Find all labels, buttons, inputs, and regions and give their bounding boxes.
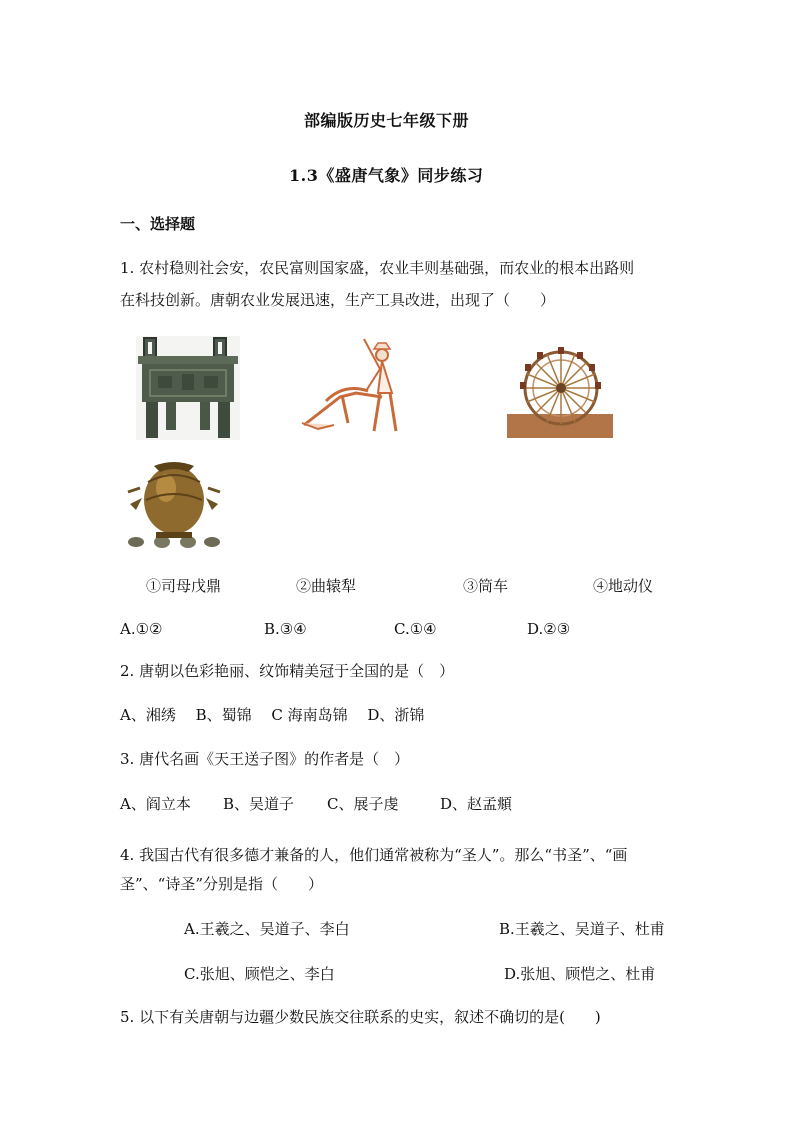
page-title: 部编版历史七年级下册: [304, 111, 470, 130]
ding-cauldron-image: [136, 336, 240, 440]
q4-option-a: A.王羲之、吴道子、李白: [184, 920, 350, 938]
q1-line1: 1. 农村稳则社会安，农民富则国家盛，农业丰则基础强，而农业的根本出路则: [120, 259, 635, 277]
q1-option-d: D.②③: [527, 620, 571, 638]
seismoscope-image: [122, 458, 226, 550]
q5-stem: 5. 以下有关唐朝与边疆少数民族交往联系的史实，叙述不确切的是( ): [120, 1008, 601, 1026]
q4-option-d: D.张旭、顾恺之、杜甫: [504, 965, 656, 983]
section-heading: 一、选择题: [120, 215, 196, 233]
q4-option-c: C.张旭、顾恺之、李白: [184, 965, 335, 983]
q1-option-b: B.③④: [264, 620, 307, 638]
water-wheel-image: [507, 344, 613, 438]
q1-option-a: A.①②: [120, 620, 163, 638]
q1-option-c: C.①④: [394, 620, 437, 638]
q3-option-b: B、吴道子: [223, 795, 295, 813]
q1-line2: 在科技创新。唐朝农业发展迅速，生产工具改进，出现了（ ）: [120, 291, 556, 309]
curved-plough-image: [296, 333, 408, 437]
q3-option-c: C、展子虔: [327, 795, 399, 813]
q1-caption-1: ①司母戊鼎: [146, 577, 222, 595]
page-subtitle: 1.3《盛唐气象》同步练习: [289, 166, 484, 185]
q1-caption-3: ③筒车: [463, 577, 509, 595]
q2-stem: 2. 唐朝以色彩艳丽、纹饰精美冠于全国的是（ ）: [120, 662, 455, 680]
q1-caption-4: ④地动仪: [593, 577, 654, 595]
q4-line1: 4. 我国古代有很多德才兼备的人，他们通常被称为“圣人”。那么“书圣”、“画: [120, 846, 628, 864]
q1-caption-2: ②曲辕犁: [296, 577, 357, 595]
q3-option-a: A、阎立本: [120, 795, 191, 813]
q3-stem: 3. 唐代名画《天王送子图》的作者是（ ）: [120, 750, 410, 768]
q4-option-b: B.王羲之、吴道子、杜甫: [499, 920, 665, 938]
q2-options: A、湘绣 B、蜀锦 C 海南岛锦 D、浙锦: [120, 706, 425, 724]
q4-line2: 圣”、“诗圣”分别是指（ ）: [120, 875, 324, 893]
q3-option-d: D、赵孟頫: [440, 795, 513, 813]
